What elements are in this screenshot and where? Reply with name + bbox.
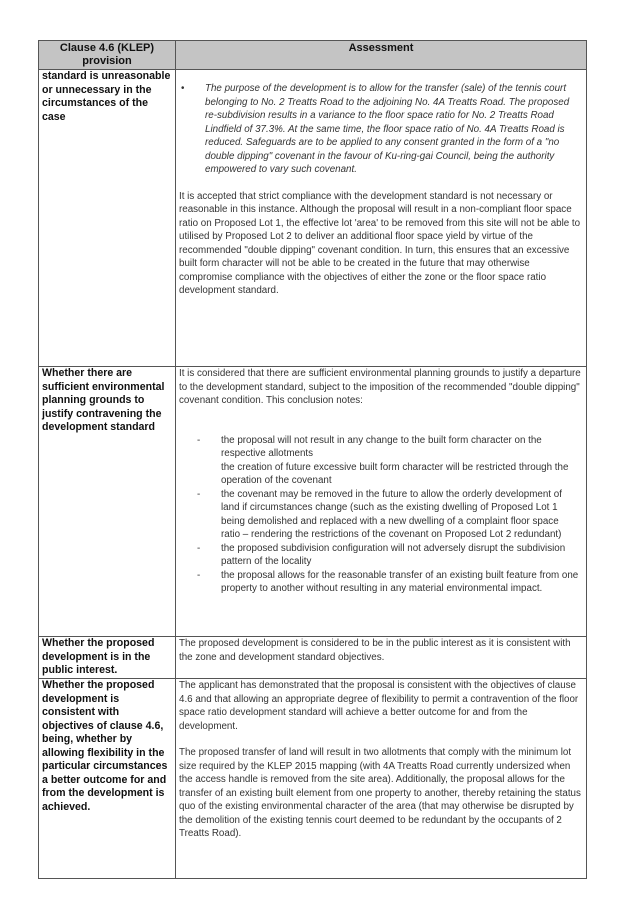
assessment-paragraph: The proposed transfer of land will result in two allotments that comply with the minimum lot size required by the KLEP 2015 mapping (with 4A Treatts Road currently undersized when the access handle is removed from the site area). Additionally, the proposal allows for the transfer of an existing built element from one property to another, thereby retaining the status quo of the existing environmental character of the area (that may otherwise be disrupted by the demolition of the existing tennis court deemed to be redundant by the occupants of 2 Treatts Road). [179, 747, 581, 839]
table-header-row [39, 41, 587, 70]
assessment-table [38, 40, 587, 879]
provision-cell: Whether the proposed development is in the public interest. [39, 637, 176, 679]
clause-4-6-assessment-document [38, 40, 586, 879]
assessment-paragraph: The applicant has demonstrated that the proposal is consistent with the objectives of clause 4.6 and that allowing an appropriate degree of flexibility to permit a contravention of the floor space ratio development standard will achieve a better outcome for and from the development. [179, 680, 579, 732]
provision-cell: Whether the proposed development is consistent with objectives of clause 4.6, being, whether by allowing flexibility in the particular circumstances a better outcome for and from the development is achieved. [39, 679, 176, 879]
list-item: the creation of future excessive built form character will be restricted through the operation of the covenant [197, 461, 579, 488]
list-item: - the proposal allows for the reasonable transfer of an existing built feature from one property to another without resulting in any material environmental impact. [197, 569, 579, 594]
header-provision: Clause 4.6 (KLEP) provision [39, 41, 176, 70]
dash-marker: - [197, 542, 201, 554]
dash-marker: - [197, 434, 201, 446]
provision-cell: standard is unreasonable or unnecessary in the circumstances of the case [39, 70, 176, 367]
header-assessment: Assessment [176, 41, 587, 70]
dash-marker [197, 461, 221, 488]
bullet-text: The purpose of the development is to allow for the transfer (sale) of the tennis court belonging to No. 2 Treatts Road to the adjoining No. 4A Treatts Road. The proposed re-subdivision results in a variance to the floor space ratio for No. 2 Treatts Road Lindfield of 37.3%. At the same time, the floor space ratio of No. 4A Treatts Road is reduced. Safeguards are to be applied to any consent granted in the form of a "no double dipping" covenant in the favour of Ku-ring-gai Council, being the authority empowered to vary such covenant. [205, 83, 570, 175]
bullet-icon: • [181, 83, 185, 94]
notes-list [179, 434, 583, 596]
list-item: - the covenant may be removed in the future to allow the orderly development of land if circumstances change (such as the existing dwelling of Proposed Lot 1 being demolished and replaced with a new dwelling of a complaint floor space ratio – rendering the restrictions of the covenant on Proposed Lot 2 redundant) [197, 488, 562, 540]
assessment-cell [176, 367, 587, 637]
table-row [39, 679, 587, 879]
provision-cell: Whether there are sufficient environmental planning grounds to justify contravening the development standard [39, 367, 176, 637]
assessment-paragraph: It is accepted that strict compliance with the development standard is not necessary or reasonable in this instance. Although the proposal will result in a non-compliant floor space ratio on Proposed Lot 1, the effective lot 'area' to be removed from this site will not be able to utilised by Proposed Lot 2 to deliver an additional floor space yield by virtue of the recommended "double dipping" covenant condition. In turn, this ensures that an excessive built form character will not be able to be created in the future that may otherwise compromise compliance with the objectives of either the zone or the floor space ratio development standard. [179, 190, 581, 296]
assessment-cell: The proposed development is considered to be in the public interest as it is consistent with the zone and development standard objectives. [176, 637, 587, 679]
table-row [39, 70, 587, 367]
assessment-cell [176, 70, 587, 367]
bullet-item [179, 82, 583, 177]
dash-marker: - [197, 488, 201, 500]
list-item: - the proposed subdivision configuration will not adversely disrupt the subdivision pattern of the locality [197, 542, 566, 567]
list-item: - the proposal will not result in any change to the built form character on the respective allotments [197, 434, 542, 459]
assessment-intro: It is considered that there are sufficient environmental planning grounds to justify a departure to the development standard, subject to the imposition of the recommended "double dipping" covenant condition. This conclusion notes: [179, 368, 581, 406]
dash-marker: - [197, 569, 201, 581]
table-row [39, 637, 587, 679]
assessment-cell [176, 679, 587, 879]
table-row [39, 367, 587, 637]
